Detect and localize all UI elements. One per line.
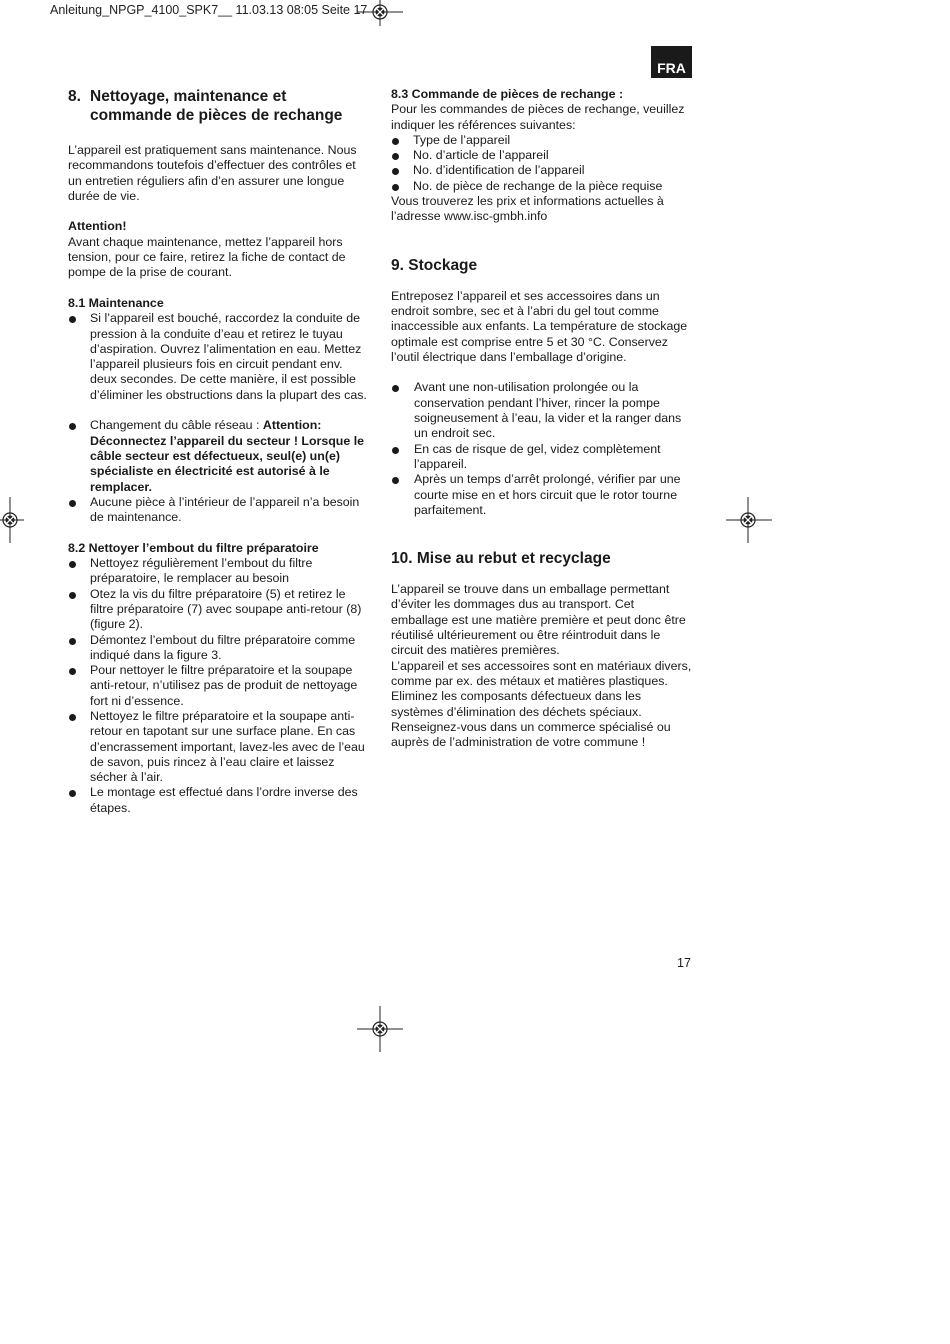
- list-item: [68, 709, 368, 785]
- list-item: [68, 785, 368, 816]
- list-spacer: [68, 403, 368, 418]
- bullet-icon: [392, 385, 399, 392]
- list-item: [391, 442, 694, 473]
- disposal-paragraph-2: L’appareil et ses accessoires sont en matériaux divers, comme par ex. des métaux et matières plastiques. Eliminez les composants défectueux dans les systèmes d’élimination des déchets spéciaux. Renseignez-vous dans un commerce spécialisé ou auprès de l’administration de votre commune !: [391, 658, 692, 750]
- bullet-icon: [69, 592, 76, 599]
- section-8-number: 8.: [68, 88, 81, 105]
- attention-paragraph: Avant chaque maintenance, mettez l’appareil hors tension, pour ce faire, retirez la fiche de contact de pompe de la prise de courant.: [68, 234, 346, 280]
- list-item-text: En cas de risque de gel, videz complètement l’appareil.: [414, 441, 661, 471]
- subsection-8-3-heading: 8.3 Commande de pièces de rechange :: [391, 87, 624, 101]
- list-item-text: Aucune pièce à l’intérieur de l’appareil n’a besoin de maintenance.: [90, 494, 360, 525]
- list-item: [391, 179, 694, 194]
- bullet-icon: [69, 668, 76, 675]
- section-8-heading: [68, 87, 368, 125]
- list-item-text: Otez la vis du filtre préparatoire (5) et retirez le filtre préparatoire (7) avec soupape anti-retour (8) (figure 2).: [90, 586, 362, 632]
- bullet-icon: [69, 423, 76, 430]
- list-item-text: Démontez l’embout du filtre préparatoire comme indiqué dans la figure 3.: [90, 632, 356, 662]
- bullet-icon: [69, 714, 76, 721]
- bullet-icon: [69, 316, 76, 323]
- list-item-text: Type de l’appareil: [413, 132, 511, 147]
- bullet-icon: [392, 168, 399, 175]
- section-10-heading: 10. Mise au rebut et recyclage: [391, 550, 611, 568]
- list-item-text: Si l’appareil est bouché, raccordez la conduite de pression à la conduite d’eau et retirez le tuyau d’aspiration. Ouvrez l’alimentation en eau. Mettez l’appareil plusieurs fois en circuit pendant env. deux secondes. De cette manière, il est possible d’éliminer les obstructions dans la plupart des cas.: [90, 311, 367, 402]
- list-item-text: Après un temps d’arrêt prolongé, vérifier par une courte mise en et hors circuit que le rotor tourne parfaitement.: [414, 472, 681, 517]
- bullet-icon: [69, 500, 76, 507]
- language-tab: FRA: [651, 46, 692, 78]
- filter-cleaning-list: [68, 556, 368, 816]
- bullet-icon: [392, 477, 399, 484]
- list-item: [68, 556, 368, 587]
- list-item: [68, 633, 368, 664]
- list-item: [391, 472, 694, 518]
- list-item-text: No. de pièce de rechange de la pièce requise: [413, 178, 663, 193]
- section-8-title-line2: commande de pièces de rechange: [90, 107, 343, 124]
- list-item: [391, 380, 694, 441]
- disposal-paragraph-1: L’appareil se trouve dans un emballage permettant d’éviter les dommages dus au transport. Cet emballage est une matière première et peut donc être réutilisé ultérieurement ou être réintroduit dans le circuit des matières premières.: [391, 582, 686, 658]
- spare-parts-intro: Pour les commandes de pièces de rechange, veuillez indiquer les références suivantes:: [391, 102, 685, 132]
- list-item: [68, 495, 368, 526]
- list-item-text: Changement du câble réseau :: [90, 418, 263, 433]
- attention-heading: Attention!: [68, 219, 127, 234]
- list-item-text: No. d’article de l’appareil: [413, 148, 549, 163]
- list-item-text: Nettoyez régulièrement l’embout du filtre préparatoire, le remplacer au besoin: [90, 556, 313, 586]
- right-column: [391, 87, 694, 750]
- list-item-text: Avant une non-utilisation prolongée ou la conservation pendant l’hiver, rincer la pompe soigneusement à l’eau, la vider et la ranger dans un endroit sec.: [414, 380, 682, 441]
- bullet-icon: [392, 138, 399, 145]
- bullet-icon: [69, 790, 76, 797]
- list-item: [68, 418, 368, 494]
- list-item: [391, 133, 694, 148]
- registration-mark-left-icon: [0, 497, 24, 543]
- bullet-icon: [392, 184, 399, 191]
- maintenance-list: [68, 311, 368, 525]
- page-number: 17: [677, 956, 691, 970]
- list-item: [68, 311, 368, 403]
- spare-parts-list: [391, 133, 694, 194]
- subsection-8-1-heading: 8.1 Maintenance: [68, 295, 164, 310]
- bullet-icon: [392, 447, 399, 454]
- list-item-text: Pour nettoyer le filtre préparatoire et la soupape anti-retour, n’utilisez pas de produit de nettoyage fort ni d’essence.: [90, 663, 358, 708]
- print-slug: Anleitung_NPGP_4100_SPK7__ 11.03.13 08:05 Seite 17: [50, 3, 368, 17]
- list-item: [68, 587, 368, 633]
- bullet-icon: [69, 638, 76, 645]
- list-item-text: Le montage est effectué dans l’ordre inverse des étapes.: [90, 785, 358, 815]
- storage-list: [391, 380, 694, 518]
- section-8-title-line1: Nettoyage, maintenance et: [90, 88, 287, 105]
- section-9-heading: 9. Stockage: [391, 256, 478, 274]
- registration-mark-top-icon: [357, 0, 403, 26]
- list-item-text: Nettoyez le filtre préparatoire et la soupape anti-retour en tapotant sur une surface plane. En cas d’encrassement important, lavez-les avec de l’eau de savon, puis rincez à l’eau claire et laissez sécher à l’air.: [90, 708, 365, 785]
- subsection-8-2-heading: 8.2 Nettoyer l’embout du filtre préparatoire: [68, 540, 319, 555]
- list-item: [68, 663, 368, 709]
- bullet-icon: [69, 561, 76, 568]
- bullet-icon: [392, 153, 399, 160]
- list-item: [391, 163, 694, 178]
- list-item: [391, 148, 694, 163]
- registration-mark-right-icon: [726, 497, 772, 543]
- intro-paragraph: L’appareil est pratiquement sans maintenance. Nous recommandons toutefois d’effectuer des contrôles et un entretien réguliers afin d’en assurer une longue durée de vie.: [68, 143, 357, 203]
- list-item-warning: Attention: Déconnectez l’appareil du secteur ! Lorsque le câble secteur est défectueux, seul(e) un(e) spécialiste en électricité est autorisé à le remplacer.: [90, 418, 365, 494]
- list-item-text: No. d’identification de l’appareil: [413, 163, 585, 178]
- spare-parts-outro: Vous trouverez les prix et informations actuelles à l’adresse www.isc-gmbh.info: [391, 194, 664, 224]
- storage-paragraph: Entreposez l’appareil et ses accessoires dans un endroit sombre, sec et à l’abri du gel tout comme inaccessible aux enfants. La température de stockage optimale est comprise entre 5 et 30 °C. Conservez l’outil électrique dans l’emballage d’origine.: [391, 288, 688, 364]
- left-column: [68, 87, 368, 816]
- registration-mark-bottom-icon: [357, 1006, 403, 1052]
